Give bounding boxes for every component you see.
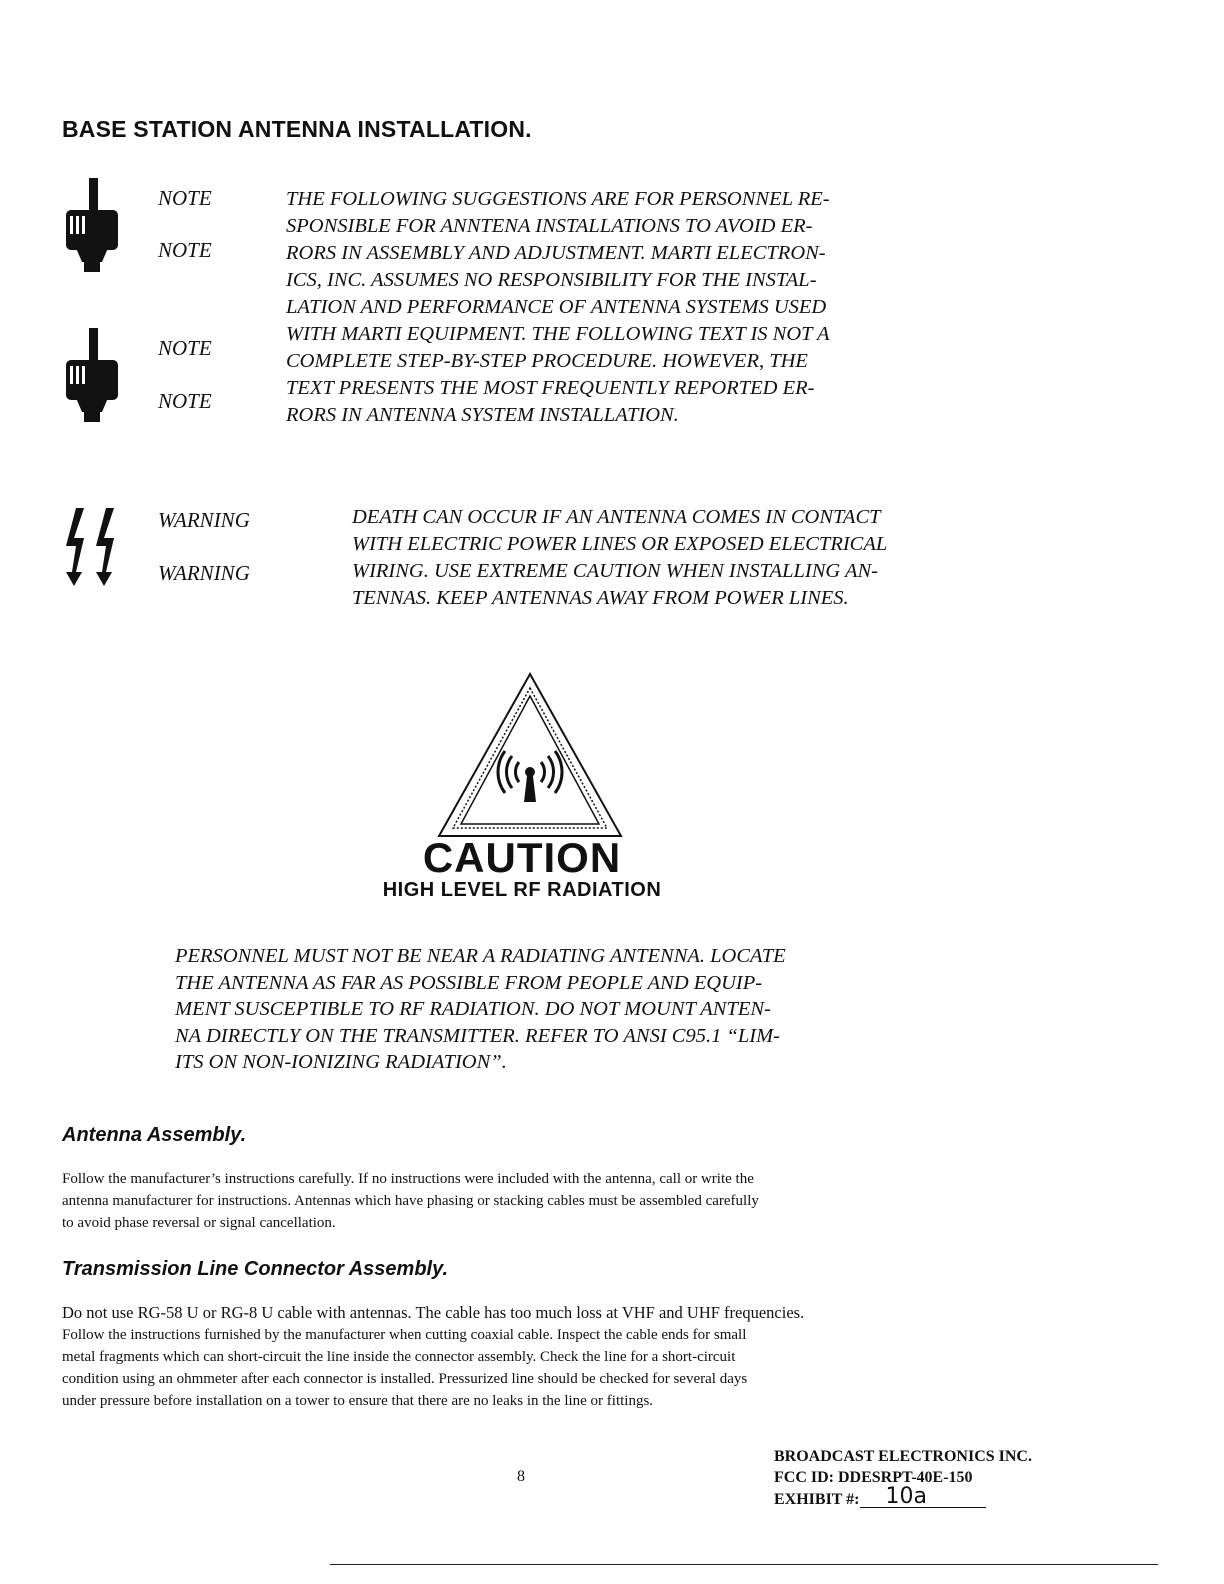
rf-radiation-paragraph: PERSONNEL MUST NOT BE NEAR A RADIATING ANTENNA. LOCATE THE ANTENNA AS FAR AS POSSIBLE FROM PEOPLE AND EQUIP- MENT SUSCEPTIBLE TO RF RADIATION. DO NOT MOUNT ANTEN- NA DIRECTLY ON THE TRANSMITTER. REFER TO ANSI C95.1 “LIM- ITS ON NON-IONIZING RADIATION”. [175,945,786,1073]
exhibit-value: 10a [860,1487,986,1508]
bottom-rule [330,1564,1158,1565]
antenna-assembly-paragraph: Follow the manufacturer’s instructions carefully. If no instructions were included with the antenna, call or write the antenna manufacturer for instructions. Antennas which have phasing or stacking cables must be assembled carefully to avoid phase reversal or signal cancellation. [62,1171,759,1231]
note-paragraph: THE FOLLOWING SUGGESTIONS ARE FOR PERSONNEL RE- SPONSIBLE FOR ANNTENA INSTALLATIONS TO AVOID ER- RORS IN ASSEMBLY AND ADJUSTMENT. MARTI ELECTRON- ICS, INC. ASSUMES NO RESPONSIBILITY FOR THE INSTAL- LATION AND PERFORMANCE OF ANTENNA SYSTEMS USED WITH MARTI EQUIPMENT. THE FOLLOWING TEXT IS NOT A COMPLETE STEP-BY-STEP PROCEDURE. HOWEVER, THE TEXT PRESENTS THE MOST FREQUENTLY REPORTED ER- RORS IN ANTENNA SYSTEM INSTALLATION. [286,188,830,426]
fcc-id: FCC ID: DDESRPT-40E-150 [774,1469,973,1486]
note-label: NOTE [158,238,212,262]
lightning-warning-icon [62,508,124,588]
note-label: NOTE [158,389,212,413]
caution-subtitle: HIGH LEVEL RF RADIATION [382,879,662,901]
company-name: BROADCAST ELECTRONICS INC. [774,1448,1032,1465]
warning-paragraph: DEATH CAN OCCUR IF AN ANTENNA COMES IN CONTACT WITH ELECTRIC POWER LINES OR EXPOSED ELECTRICAL WIRING. USE EXTREME CAUTION WHEN INSTALLING AN- TENNAS. KEEP ANTENNAS AWAY FROM POWER LINES. [352,506,888,609]
exhibit-row [774,1484,1032,1510]
warning-label: WARNING [158,561,250,585]
pointing-hand-icon [62,328,122,424]
transmission-line-paragraph: Do not use RG-58 U or RG-8 U cable with antennas. The cable has too much loss at VHF and UHF frequencies. Follow the instructions furnished by the manufacturer when cutting coaxial cable. Inspect the cable ends for small metal fragments which can short-circuit the line inside the connector assembly. Check the line for a short-circuit condition using an ohmmeter after each connector is installed. Pressurized line should be checked for several days under pressure before installation on a tower to ensure that there are no leaks in the line or fittings. [62,1303,805,1409]
note-label: NOTE [158,186,212,210]
exhibit-label: EXHIBIT #: [774,1491,860,1508]
page-number: 8 [517,1468,525,1485]
antenna-assembly-heading: Antenna Assembly. [62,1124,247,1146]
caution-title: CAUTION [422,834,622,881]
page-title: BASE STATION ANTENNA INSTALLATION. [62,116,532,142]
footer-block [774,1446,1032,1510]
transmission-line-heading: Transmission Line Connector Assembly. [62,1258,449,1280]
rf-radiation-warning-icon [435,670,625,840]
pointing-hand-icon [62,178,122,274]
warning-label: WARNING [158,508,250,532]
note-label: NOTE [158,336,212,360]
